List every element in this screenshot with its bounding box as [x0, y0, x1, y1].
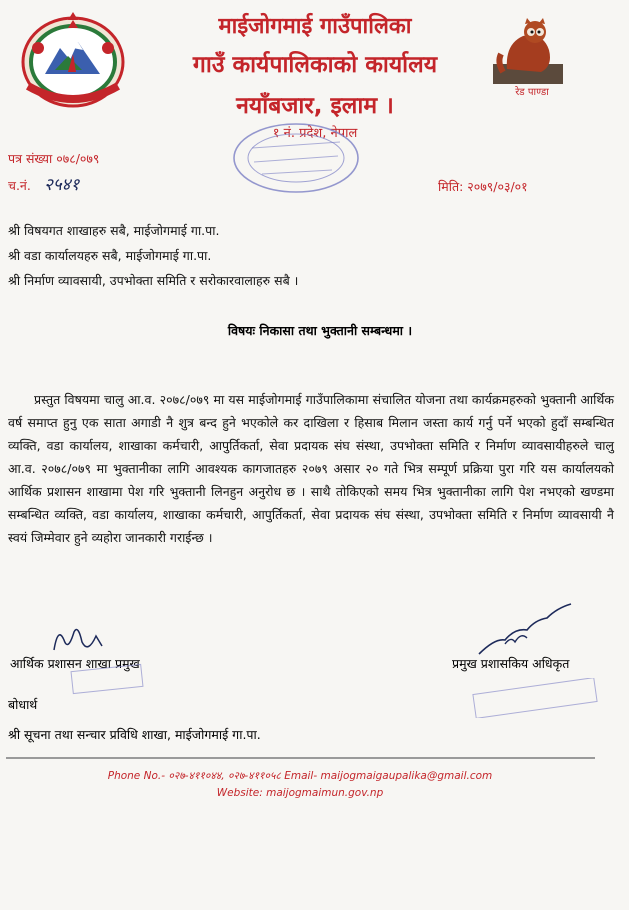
dispatch-number-value: २५४१	[44, 175, 80, 195]
letterhead-address: नयाँबजार, इलाम ।	[236, 93, 394, 119]
footer-contact: Phone No.- ०२७-४११०४४, ०२७-४११०५८ Email- maijogmaigaupalika@gmail.com	[107, 770, 493, 782]
letterhead-municipality: माईजोगमाई गाउँपालिका	[218, 14, 412, 39]
cc-label: बोधार्थ	[8, 697, 38, 712]
signatory-right: प्रमुख प्रशासकिय अधिकृत	[452, 656, 570, 671]
signature-right-icon	[475, 598, 575, 658]
addressee-line: श्री वडा कार्यालयहरु सबै, माईजोगमाई गा.पा.	[8, 248, 212, 263]
letter-reference-number: पत्र संख्या ०७८/०७९	[8, 151, 100, 166]
addressee-line: श्री निर्माण व्यावसायी, उपभोक्ता समिति र सरोकारवालाहरु सबै ।	[8, 273, 299, 288]
stamp-left-icon	[70, 662, 190, 696]
footer-divider	[6, 757, 595, 759]
signatory-left: आर्थिक प्रशासन शाखा प्रमुख	[10, 656, 140, 671]
cc-recipient: श्री सूचना तथा सन्चार प्रविधि शाखा, माईजोगमाई गा.पा.	[8, 727, 261, 742]
signature-left-icon	[48, 620, 108, 660]
letterhead-office: गाउँ कार्यपालिकाको कार्यालय	[192, 52, 438, 78]
addressee-line: श्री विषयगत शाखाहरु सबै, माईजोगमाई गा.पा.	[8, 223, 220, 238]
red-panda-icon	[493, 14, 563, 84]
stamp-right-icon	[470, 678, 600, 718]
office-stamp-icon	[222, 118, 370, 198]
nepal-emblem-icon	[20, 8, 126, 110]
letter-body: प्रस्तुत विषयमा चालु आ.व. २०७८/०७९ मा यस माईजोगमाई गाउँपालिकामा संचालित योजना तथा कार्यक्रमहरुको भुक्तानी आर्थिक वर्ष समाप्त हुनु एक साता अगाडी नै शुत्र बन्द हुने भएकोले कर दाखिला र हिसाब मिलान जस्ता कार्य गर्नु पर्ने भएको हुदाँ सम्बन्धित व्यक्ति, वडा कार्यालय, शाखाका कर्मचारी, आपुर्तिकर्ता, सेवा प्रदायक संघ संस्था, उपभोक्ता समिति र निर्माण व्यावसायीहरुले चालु आ.व. २०७८/०७९ मा भुक्तानीका लागि आवश्यक कागजातहरु २०७९ असार २० गते भित्र सम्पूर्ण प्रक्रिया पुरा गरि यस कार्यालयको आर्थिक प्रशासन शाखामा पेश गरि भुक्तानी लिनहुन अनुरोध छ । साथै तोकिएको समय भित्र भुक्तानीका लागि पेश नभएको खण्डमा सम्बन्धित व्यक्ति, वडा कार्यालय, शाखाका कर्मचारी, आपुर्तिकर्ता, सेवा प्रदायक संघ संस्था, उपभोक्ता समिति र निर्माण व्यावसायी नै स्वयं जिम्मेवार हुने व्यहोरा जानकारी गराईन्छ ।	[8, 392, 614, 545]
letterhead-province: १ नं. प्रदेश, नेपाल	[272, 126, 358, 141]
panda-label: रेड पाण्डा	[515, 87, 549, 98]
footer-website: Website: maijogmaimun.gov.np	[216, 787, 384, 799]
dispatch-number-label: च.नं.	[8, 178, 31, 193]
letter-subject: विषयः निकासा तथा भुक्तानी सम्बन्धमा ।	[227, 323, 413, 338]
letter-date: मिति: २०७९/०३/०१	[438, 179, 528, 194]
